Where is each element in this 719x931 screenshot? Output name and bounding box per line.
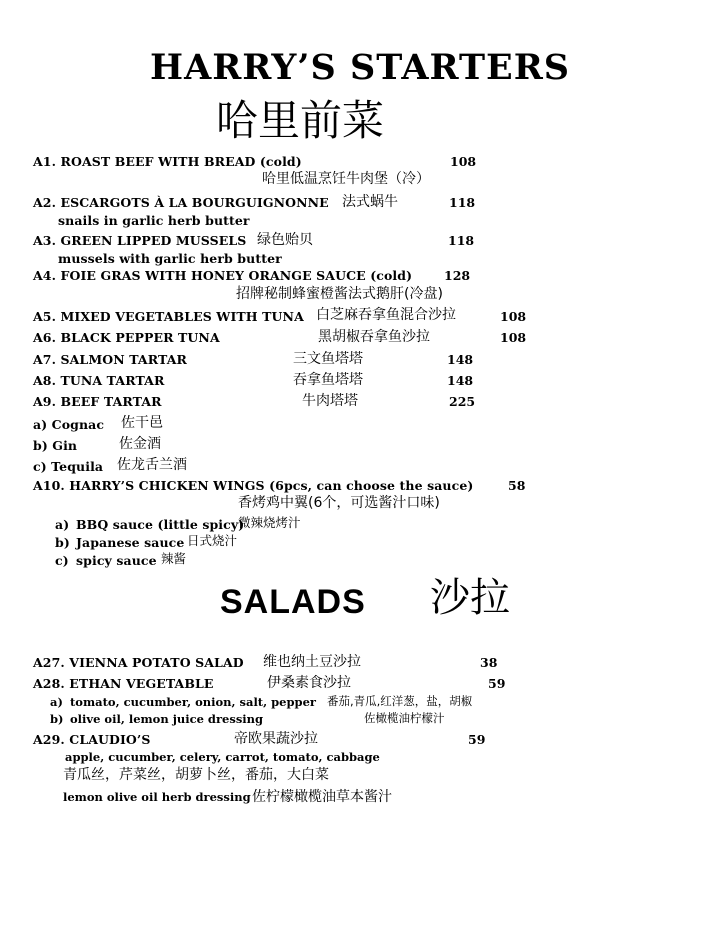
option-label: a) Cognac bbox=[33, 417, 105, 432]
option-label-cn: 佐龙舌兰酒 bbox=[117, 457, 187, 473]
menu-item-name-cn: 黑胡椒吞拿鱼沙拉 bbox=[318, 329, 430, 345]
sauce-option: spicy sauce bbox=[76, 553, 157, 568]
option-label: olive oil, lemon juice dressing bbox=[70, 712, 264, 726]
option-label: c) Tequila bbox=[33, 459, 104, 474]
sauce-option-cn: 辣酱 bbox=[161, 551, 187, 566]
menu-item-description: snails in garlic herb butter bbox=[58, 213, 250, 228]
menu-item-name: A2. ESCARGOTS À LA BOURGUIGNONNE bbox=[33, 195, 329, 210]
menu-item-name-cn: 三文鱼塔塔 bbox=[293, 351, 363, 367]
sauce-option: Japanese sauce bbox=[76, 535, 185, 550]
menu-item-name-cn: 牛肉塔塔 bbox=[302, 393, 358, 409]
menu-item-price: 225 bbox=[449, 394, 476, 409]
dressing-label: lemon olive oil herb dressing bbox=[63, 790, 251, 804]
menu-item-name: A9. BEEF TARTAR bbox=[33, 394, 162, 409]
salads-title-cn: 沙拉 bbox=[430, 575, 510, 621]
menu-item-name-cn: 招牌秘制蜂蜜橙酱法式鹅肝(冷盘) bbox=[236, 286, 443, 302]
dressing-label-cn: 佐柠檬橄榄油草本酱汁 bbox=[252, 789, 392, 805]
menu-item-description: mussels with garlic herb butter bbox=[58, 251, 282, 266]
option-label-cn: 佐干邑 bbox=[121, 415, 163, 431]
option-label: tomato, cucumber, onion, salt, pepper bbox=[70, 695, 316, 709]
option-label-cn: 佐橄榄油柠檬汁 bbox=[364, 711, 445, 725]
menu-item-name-cn: 哈里低温烹饪牛肉堡（冷） bbox=[262, 171, 430, 187]
menu-item-price: 128 bbox=[444, 268, 471, 283]
menu-item-price: 118 bbox=[449, 195, 476, 210]
option-label: b) Gin bbox=[33, 438, 78, 453]
menu-item-name-cn: 帝欧果蔬沙拉 bbox=[234, 731, 318, 747]
menu-item-name: A10. HARRY’S CHICKEN WINGS (6pcs, can choose the sauce) bbox=[33, 478, 474, 493]
menu-item-name-cn: 维也纳土豆沙拉 bbox=[263, 654, 361, 670]
sauce-option-cn: 微辣烧烤汁 bbox=[238, 515, 301, 530]
menu-item-name: A3. GREEN LIPPED MUSSELS bbox=[33, 233, 247, 248]
menu-item-price: 108 bbox=[450, 154, 477, 169]
menu-item-price: 148 bbox=[447, 352, 474, 367]
menu-item-name: A7. SALMON TARTAR bbox=[33, 352, 188, 367]
sauce-marker: a) bbox=[55, 517, 70, 532]
sauce-option: BBQ sauce (little spicy) bbox=[76, 517, 245, 532]
menu-item-name-cn: 香烤鸡中翼(6个，可选酱汁口味) bbox=[238, 495, 440, 511]
starters-title-cn: 哈里前菜 bbox=[216, 96, 385, 145]
menu-item-price: 59 bbox=[468, 732, 486, 747]
menu-item-name: A8. TUNA TARTAR bbox=[33, 373, 165, 388]
menu-item-name: A27. VIENNA POTATO SALAD bbox=[33, 655, 244, 670]
menu-item-price: 38 bbox=[480, 655, 498, 670]
menu-item-description: apple, cucumber, celery, carrot, tomato, cabbage bbox=[65, 750, 380, 764]
sauce-marker: c) bbox=[55, 553, 69, 568]
menu-item-name-cn: 伊桑素食沙拉 bbox=[267, 675, 351, 691]
menu-item-name: A29. CLAUDIO’S bbox=[33, 732, 151, 747]
option-label-cn: 番茄,青瓜,红洋葱，盐，胡椒 bbox=[327, 694, 473, 708]
starters-title-en: HARRY’S STARTERS bbox=[150, 47, 571, 88]
menu-item-name-cn: 绿色贻贝 bbox=[257, 232, 313, 248]
menu-item-description-cn: 青瓜丝，芹菜丝，胡萝卜丝，番茄，大白菜 bbox=[63, 767, 329, 783]
menu-item-price: 59 bbox=[488, 676, 506, 691]
sauce-option-cn: 日式烧汁 bbox=[187, 533, 238, 548]
option-label-cn: 佐金酒 bbox=[119, 436, 161, 452]
menu-item-price: 108 bbox=[500, 330, 527, 345]
menu-item-name: A5. MIXED VEGETABLES WITH TUNA bbox=[33, 309, 304, 324]
salads-title-en: SALADS bbox=[220, 583, 366, 621]
menu-item-name-cn: 白芝麻吞拿鱼混合沙拉 bbox=[316, 307, 456, 323]
menu-item-name-cn: 法式蜗牛 bbox=[342, 194, 398, 210]
menu-item-name: A28. ETHAN VEGETABLE bbox=[33, 676, 214, 691]
menu-item-name: A6. BLACK PEPPER TUNA bbox=[33, 330, 220, 345]
menu-item-price: 58 bbox=[508, 478, 526, 493]
menu-item-price: 148 bbox=[447, 373, 474, 388]
option-marker: b) bbox=[50, 712, 64, 726]
menu-item-price: 118 bbox=[448, 233, 475, 248]
option-marker: a) bbox=[50, 695, 63, 709]
sauce-marker: b) bbox=[55, 535, 70, 550]
menu-item-name: A4. FOIE GRAS WITH HONEY ORANGE SAUCE (cold) bbox=[33, 268, 413, 283]
menu-item-name-cn: 吞拿鱼塔塔 bbox=[293, 372, 363, 388]
menu-item-name: A1. ROAST BEEF WITH BREAD (cold) bbox=[33, 154, 302, 169]
menu-item-price: 108 bbox=[500, 309, 527, 324]
